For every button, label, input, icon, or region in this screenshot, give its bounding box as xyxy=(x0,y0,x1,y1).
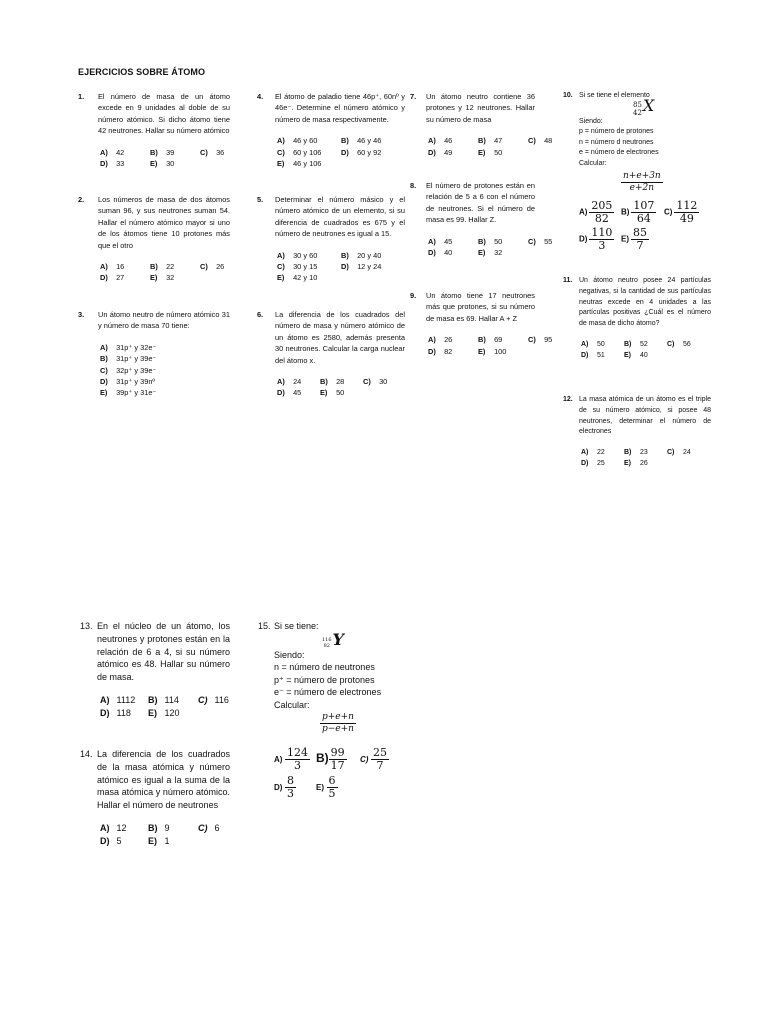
problem-number: 14. xyxy=(80,749,93,759)
answer-options xyxy=(100,261,230,284)
problem-text: En el núcleo de un átomo, los neutrones y protones están en la relación de 6 a 4, si su número atómico es 48. Hallar su número de masa. xyxy=(97,621,230,683)
definition: p = número de protones xyxy=(579,128,654,136)
element-symbol: X xyxy=(642,95,655,115)
problem-text: Determinar el número másico y el número atómico de un elemento, si su diferencia de cuadrados es 675 y el número de neutrones es igual a 15. xyxy=(275,195,405,239)
option-c: C) $\frac{25}{7}$ xyxy=(360,746,387,773)
problem-text: El número de masa de un átomo excede en 9 unidades al doble de su número atómico. Si dicho átomo tiene 42 neutrones. Hallar su número atómico xyxy=(98,92,230,136)
problem-12 xyxy=(563,395,711,470)
option-c: C) 60 y 106 xyxy=(277,147,322,157)
definition: n = número d neutrones xyxy=(579,138,654,146)
siendo-label: Siendo: xyxy=(274,650,305,661)
nuclide-notation: 85 42 X xyxy=(633,95,655,117)
answer-options xyxy=(277,376,405,399)
option-a: A) 31p⁺ y 32e⁻ xyxy=(100,342,157,352)
option-e: E) 46 y 106 xyxy=(277,159,322,169)
answer-options xyxy=(581,340,711,362)
page-title: EJERCICIOS SOBRE ÁTOMO xyxy=(78,67,206,77)
option-d: D) 49 xyxy=(428,147,453,157)
option-b: B) 9 xyxy=(148,822,170,833)
option-e: E) 32 xyxy=(478,248,503,258)
option-c: C) 30 xyxy=(363,377,388,387)
option-a: A) 50 xyxy=(581,340,605,348)
option-e: E) $\frac{85}{7}$ xyxy=(621,226,647,253)
option-d: D) 12 y 24 xyxy=(341,262,382,272)
problem-3 xyxy=(78,309,230,399)
problem-number: 4. xyxy=(257,92,264,101)
option-e: E) 1 xyxy=(148,835,170,846)
answer-options xyxy=(581,448,711,470)
option-d: D) 25 xyxy=(581,459,605,467)
answer-options xyxy=(274,747,408,803)
option-d: D) 118 xyxy=(100,707,131,718)
answer-options xyxy=(579,200,713,254)
option-a: A) 1112 xyxy=(100,694,136,705)
option-d: D) 31p⁺ y 39nº xyxy=(100,377,156,387)
option-c: C) 116 xyxy=(198,694,229,705)
problem-intro: Si se tiene: xyxy=(274,621,319,631)
answer-options xyxy=(100,147,230,170)
problem-2 xyxy=(78,194,230,284)
option-a: A) 24 xyxy=(277,377,302,387)
problem-13 xyxy=(80,620,230,720)
option-a: A) 45 xyxy=(428,236,453,246)
option-c: C) 24 xyxy=(667,449,691,457)
answer-options xyxy=(277,250,405,284)
option-d: D) 40 xyxy=(428,248,453,258)
option-d: D) 60 y 92 xyxy=(341,147,382,157)
problem-intro: Si se tiene el elemento xyxy=(579,92,650,99)
problem-5 xyxy=(257,194,405,284)
option-b: B) 20 y 40 xyxy=(341,250,382,260)
problem-number: 2. xyxy=(78,195,85,204)
option-e: E) $\frac{6}{5}$ xyxy=(316,774,336,801)
option-e: E) 32 xyxy=(150,273,175,283)
option-b: B) 50 xyxy=(478,236,503,246)
problem-8 xyxy=(410,180,553,258)
answer-options xyxy=(100,342,230,399)
problem-text: La diferencia de los cuadrados del número de masa y número atómico de un átomo es 2580, además presenta 30 neutrones. Calcular la carga nuclear del átomo x. xyxy=(275,310,405,365)
option-c: C) $\frac{112}{49}$ xyxy=(664,199,698,226)
option-d: D) 5 xyxy=(100,835,122,846)
problem-number: 12. xyxy=(563,396,573,403)
option-b: B) 22 xyxy=(150,262,175,272)
answer-options xyxy=(277,135,405,169)
option-d: D) 51 xyxy=(581,351,605,359)
problem-number: 5. xyxy=(257,195,264,204)
option-c: C) 36 xyxy=(200,147,225,157)
option-b: B) 46 y 46 xyxy=(341,136,382,146)
problem-text: La diferencia de los cuadrados de la masa atómica y número atómico es igual a la suma de la masa atómica y número atómico. Hallar el número de neutrones xyxy=(97,749,230,811)
problem-7 xyxy=(410,91,553,158)
option-b: B) 47 xyxy=(478,136,503,146)
option-d: D) 45 xyxy=(277,388,302,398)
option-b: B) 69 xyxy=(478,335,503,345)
option-a: A) 16 xyxy=(100,262,125,272)
problem-number: 7. xyxy=(410,92,417,101)
problem-4 xyxy=(257,91,405,169)
option-e: E) 39p⁺ y 31e⁻ xyxy=(100,388,157,398)
option-a: A) $\frac{205}{82}$ xyxy=(579,199,613,226)
option-d: D) $\frac{110}{3}$ xyxy=(579,226,613,253)
option-e: E) 50 xyxy=(320,388,345,398)
problem-number: 9. xyxy=(410,291,417,300)
option-b: B) 114 xyxy=(148,694,179,705)
problem-14 xyxy=(80,748,230,848)
formula: $\frac{p+e+n}{p-e+n}$ xyxy=(322,712,354,735)
problem-number: 13. xyxy=(80,621,93,631)
problem-6 xyxy=(257,309,405,399)
problem-text: La masa atómica de un átomo es el triple de su número atómico, si posee 48 neutrones, determinar el número de electrones xyxy=(579,396,711,436)
option-b: B) $\frac{107}{64}$ xyxy=(621,199,655,226)
option-c: C) 48 xyxy=(528,136,553,146)
definition: e⁻ = número de electrones xyxy=(274,687,382,698)
option-a: A) 26 xyxy=(428,335,453,345)
problem-number: 8. xyxy=(410,181,417,190)
option-d: D) 82 xyxy=(428,346,453,356)
answer-options xyxy=(428,236,553,259)
option-c: C) 6 xyxy=(198,822,220,833)
answer-options xyxy=(428,135,553,158)
problem-text: Un átomo tiene 17 neutrones más que protones, si su número de masa es 69. Hallar A + Z xyxy=(426,291,535,323)
problem-number: 6. xyxy=(257,310,264,319)
definition: e = número de electrones xyxy=(579,149,659,157)
option-c: C) 26 xyxy=(200,262,225,272)
option-b: B) 39 xyxy=(150,147,175,157)
calcular-label: Calcular: xyxy=(274,699,310,710)
problem-number: 3. xyxy=(78,310,85,319)
problem-number: 15. xyxy=(258,621,271,631)
problem-text: El átomo de paladio tiene 46p⁺, 60nº y 46e⁻. Determine el número atómico y número de masa respectivamente. xyxy=(275,92,405,124)
option-b: B) 23 xyxy=(624,449,648,457)
problem-15 xyxy=(258,620,408,803)
siendo-label: Siendo: xyxy=(579,117,603,125)
option-d: D) 33 xyxy=(100,159,125,169)
option-b: B) 28 xyxy=(320,377,345,387)
option-b: B) 52 xyxy=(624,340,648,348)
option-a: A) 42 xyxy=(100,147,125,157)
option-c: C) 55 xyxy=(528,236,553,246)
option-e: E) 40 xyxy=(624,351,648,359)
answer-options xyxy=(100,694,230,720)
option-e: E) 120 xyxy=(148,707,180,718)
option-a: A) 46 y 60 xyxy=(277,136,318,146)
option-a: A) 46 xyxy=(428,136,453,146)
problem-text: Un átomo neutro de número atómico 31 y número de masa 70 tiene: xyxy=(98,310,230,331)
problem-text: Un átomo neutro posee 24 partículas negativas, si la cantidad de sus partículas neutras excede en 4 unidades a las partículas positivas ¿Cuál es el número de masa de dicho átomo? xyxy=(579,277,711,328)
option-e: E) 26 xyxy=(624,459,648,467)
option-c: C) 56 xyxy=(667,340,691,348)
option-b: B) 31p⁺ y 39e⁻ xyxy=(100,354,157,364)
option-c: C) 32p⁺ y 39e⁻ xyxy=(100,365,157,375)
nuclide-notation: 116 82 Y xyxy=(322,630,344,650)
problem-11 xyxy=(563,276,711,362)
option-a: A) 22 xyxy=(581,449,605,457)
option-e: E) 30 xyxy=(150,159,175,169)
option-c: C) 30 y 15 xyxy=(277,262,318,272)
problem-10 xyxy=(563,91,713,254)
option-a: A) 30 y 60 xyxy=(277,250,318,260)
option-a: A) 12 xyxy=(100,822,127,833)
answer-options xyxy=(100,822,230,848)
definition: n = número de neutrones xyxy=(274,662,375,673)
option-e: E) 42 y 10 xyxy=(277,273,318,283)
problem-text: Un átomo neutro contiene 36 protones y 12 neutrones. Hallar su número de masa xyxy=(426,92,535,124)
option-b: B) $\frac{99}{17}$ xyxy=(316,746,345,773)
calcular-label: Calcular: xyxy=(579,159,607,167)
element-symbol: Y xyxy=(332,630,344,650)
answer-options xyxy=(428,334,553,357)
option-a: A) $\frac{124}{3}$ xyxy=(274,746,308,773)
option-c: C) 95 xyxy=(528,335,553,345)
problem-text: El número de protones están en relación de 5 a 6 con el número de neutrones. Si el número de masa es 99. Hallar Z. xyxy=(426,181,535,225)
option-e: E) 100 xyxy=(478,346,507,356)
problem-9 xyxy=(410,290,553,357)
problem-number: 11. xyxy=(563,277,573,284)
option-d: D) 27 xyxy=(100,273,125,283)
option-d: D) $\frac{8}{3}$ xyxy=(274,774,294,801)
problem-number: 10. xyxy=(563,92,573,99)
formula: $\frac{n+e+3n}{e+2n}$ xyxy=(623,171,661,194)
problem-text: Los números de masa de dos átomos suman 96, y sus neutrones suman 54. Hallar el número atómico mayor si uno de los átomos tiene 10 protones más que el otro xyxy=(98,195,230,250)
problem-1 xyxy=(78,91,230,169)
definition: p⁺ = número de protones xyxy=(274,674,375,685)
option-e: E) 50 xyxy=(478,147,503,157)
problem-number: 1. xyxy=(78,92,85,101)
